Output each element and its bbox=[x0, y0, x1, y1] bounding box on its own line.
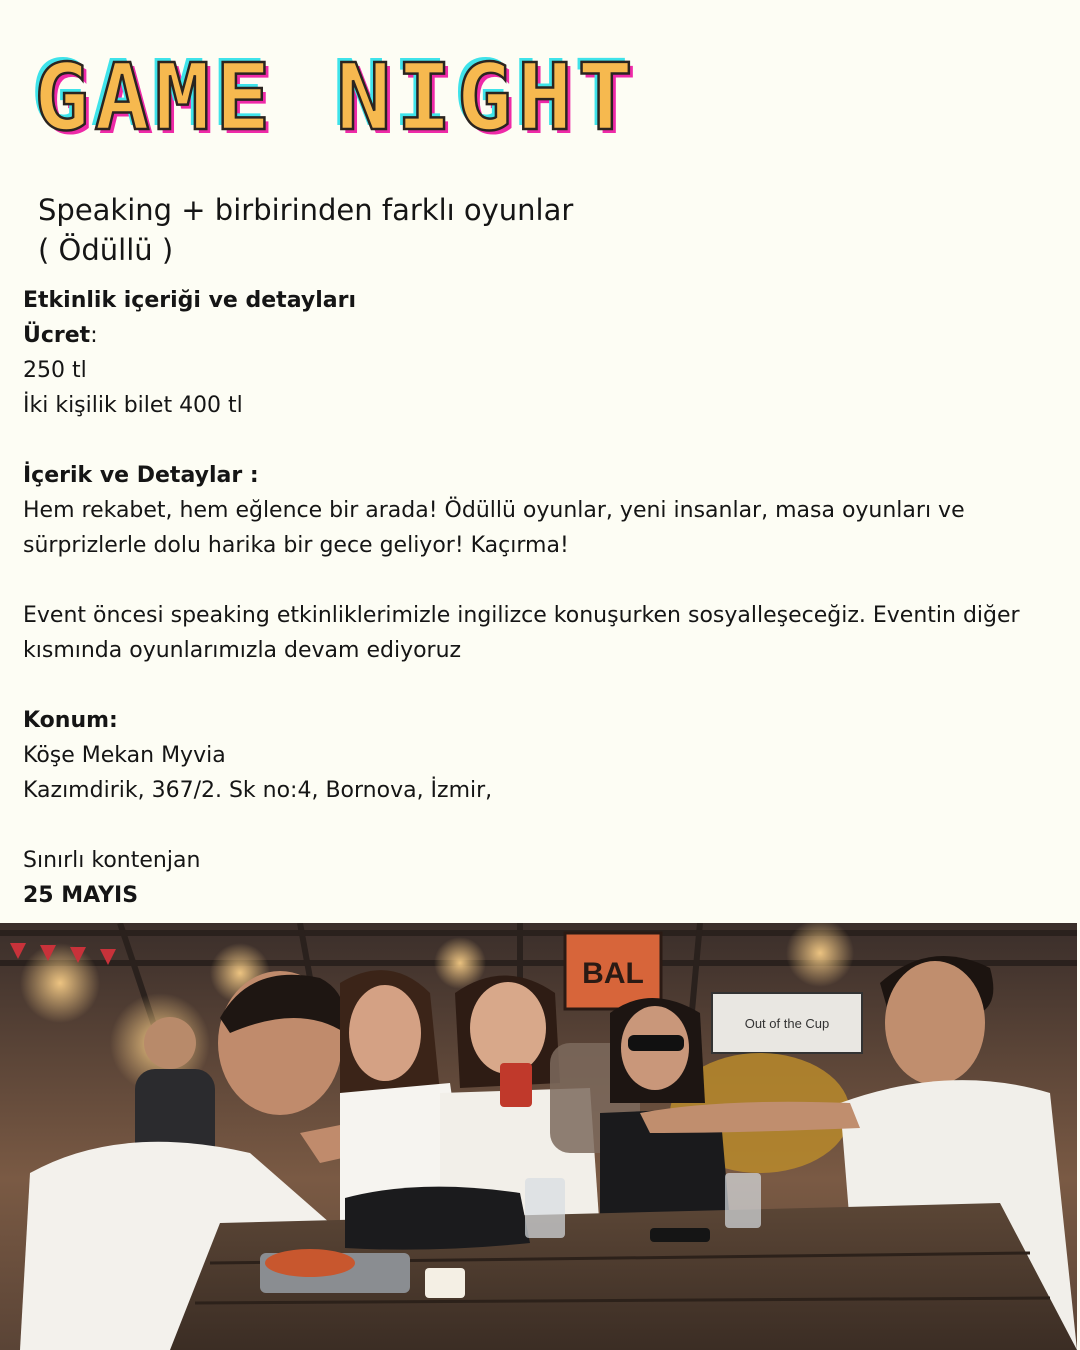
price-label: Ücret bbox=[23, 323, 91, 348]
black-bag bbox=[345, 1187, 530, 1250]
group-photo-illustration bbox=[0, 923, 1077, 1350]
subtitle-line-1: Speaking + birbirinden farklı oyunlar bbox=[38, 193, 574, 227]
content-paragraph-2: Event öncesi speaking etkinliklerimizle ingilizce konuşurken sosyalleşeceğiz. Eventin diğer kısmında oyunlarımızla devam ediyoruz bbox=[23, 603, 1020, 663]
price-colon: : bbox=[90, 323, 98, 348]
spacer bbox=[23, 668, 1063, 703]
bar-sign-text: BAL bbox=[582, 957, 644, 990]
food bbox=[265, 1249, 355, 1277]
glass bbox=[525, 1178, 565, 1238]
location-label: Konum: bbox=[23, 708, 118, 733]
event-details bbox=[23, 283, 1063, 913]
price-single: 250 tl bbox=[23, 358, 87, 383]
venue-board-text: Out of the Cup bbox=[744, 1016, 830, 1031]
price-double: İki kişilik bilet 400 tl bbox=[23, 393, 243, 418]
event-date: 25 MAYIS bbox=[23, 883, 139, 908]
phone bbox=[650, 1228, 710, 1242]
spacer bbox=[23, 808, 1063, 843]
event-photo bbox=[0, 923, 1077, 1350]
details-heading: Etkinlik içeriği ve detayları bbox=[23, 288, 356, 313]
venue-address: Kazımdirik, 367/2. Sk no:4, Bornova, İzmir, bbox=[23, 778, 493, 803]
glass bbox=[725, 1173, 761, 1228]
venue-name: Köşe Mekan Myvia bbox=[23, 743, 226, 768]
content-label: İçerik ve Detaylar : bbox=[23, 463, 259, 488]
spacer bbox=[23, 563, 1063, 598]
spacer bbox=[23, 423, 1063, 458]
capacity-note: Sınırlı kontenjan bbox=[23, 848, 201, 873]
subtitle bbox=[38, 190, 573, 270]
sauce-cup bbox=[425, 1268, 465, 1298]
subtitle-line-2: ( Ödüllü ) bbox=[38, 233, 174, 267]
event-title: GAME NIGHT bbox=[34, 44, 638, 151]
background-person bbox=[144, 1017, 196, 1069]
price-row bbox=[23, 318, 1063, 353]
content-paragraph-1: Hem rekabet, hem eğlence bir arada! Ödüllü oyunlar, yeni insanlar, masa oyunları ve sürprizlerle dolu harika bir gece geliyor! Kaçırma! bbox=[23, 498, 965, 558]
